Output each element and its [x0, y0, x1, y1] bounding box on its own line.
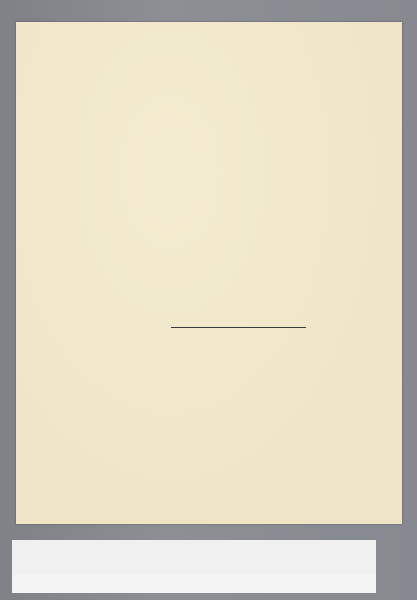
color-calibration-card	[12, 540, 376, 593]
signature-line	[171, 327, 306, 328]
letter-page	[16, 22, 402, 524]
measurement-ruler	[12, 575, 376, 593]
